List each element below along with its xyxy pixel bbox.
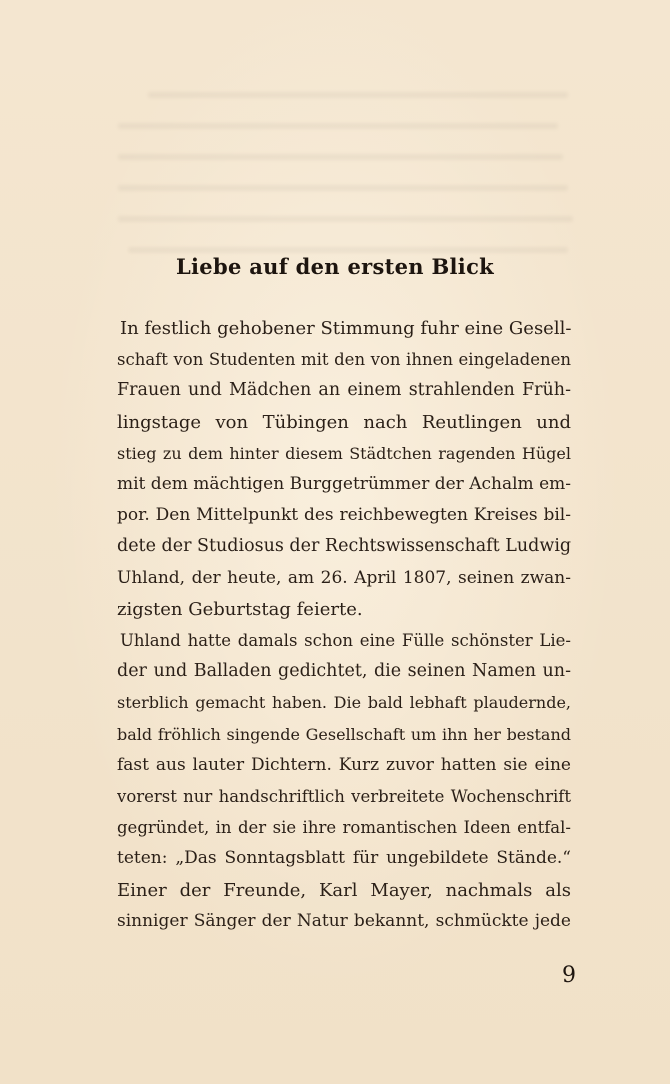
text-line: In festlich gehobener Stimmung fuhr eine Gesell-: [120, 318, 571, 339]
text-line: Uhland hatte damals schon eine Fülle schönster Lie-: [120, 631, 571, 651]
text-line: Frauen und Mädchen an einem strahlenden Früh-: [117, 380, 571, 401]
text-line: bald fröhlich singende Gesellschaft um ihn her bestand: [117, 724, 571, 744]
text-line: gegründet, in der sie ihre romantischen Ideen entfal-: [117, 818, 571, 838]
text-line: teten: „Das Sonntagsblatt für ungebildete Stände.“: [117, 848, 571, 869]
body-text: [117, 313, 571, 937]
text-line: lingstage von Tübingen nach Reutlingen und: [117, 411, 571, 433]
page-number: 9: [562, 963, 576, 988]
text-line: Uhland, der heute, am 26. April 1807, seinen zwan-: [117, 567, 571, 588]
text-line: mit dem mächtigen Burggetrümmer der Achalm em-: [117, 474, 571, 495]
text-line: stieg zu dem hinter diesem Städtchen ragenden Hügel: [117, 443, 571, 463]
text-line: sterblich gemacht haben. Die bald lebhaft plaudernde,: [117, 693, 571, 713]
text-line: sinniger Sänger der Natur bekannt, schmückte jede: [117, 910, 571, 931]
chapter-heading: Liebe auf den ersten Blick: [175, 254, 495, 279]
text-line: vorerst nur handschriftlich verbreitete Wochenschrift: [117, 787, 571, 807]
text-line: fast aus lauter Dichtern. Kurz zuvor hatten sie eine: [117, 754, 571, 775]
text-line: Einer der Freunde, Karl Mayer, nachmals als: [117, 879, 571, 901]
text-line: schaft von Studenten mit den von ihnen eingeladenen: [117, 350, 571, 370]
text-line: dete der Studiosus der Rechtswissenschaft Ludwig: [117, 536, 571, 557]
text-line: zigsten Geburtstag feierte.: [117, 598, 363, 620]
text-line: der und Balladen gedichtet, die seinen Namen un-: [117, 661, 571, 682]
text-line: por. Den Mittelpunkt des reichbewegten Kreises bil-: [117, 505, 571, 526]
